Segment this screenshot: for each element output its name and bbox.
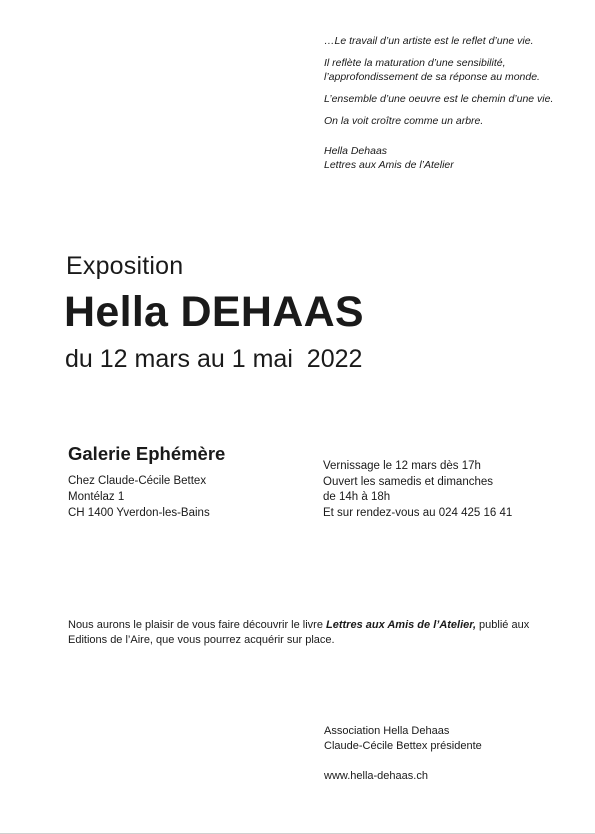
book-title: Lettres aux Amis de l’Atelier, (326, 619, 476, 631)
schedule-block (323, 459, 512, 521)
gallery-name: Galerie Ephémère (68, 443, 226, 464)
address-line-3: CH 1400 Yverdon-les-Bains (68, 507, 210, 519)
exhibition-label: Exposition (66, 252, 184, 280)
association-president: Claude-Cécile Bettex présidente (324, 740, 482, 752)
book-note-outro: publié aux Editions de l’Aire, que vous pourrez acquérir sur place. (68, 619, 530, 646)
schedule-line-2: Ouvert les samedis et dimanches (323, 475, 494, 488)
quote-paragraph-3: L’ensemble d’une oeuvre est le chemin d’une vie. (324, 93, 554, 105)
quote-paragraph-1: …Le travail d’un artiste est le reflet d’une vie. (324, 35, 534, 47)
quote-paragraph-2: Il reflète la maturation d’une sensibilité, l’approfondissement de sa réponse au monde. (324, 57, 540, 83)
quote-author: Hella Dehaas (324, 145, 388, 157)
gallery-address (68, 473, 210, 521)
quote-paragraph-4: On la voit croître comme un arbre. (324, 115, 484, 127)
book-announcement (68, 618, 548, 648)
address-line-2: Montélaz 1 (68, 491, 125, 503)
quote-block (324, 34, 584, 172)
association-block (324, 724, 482, 754)
schedule-line-3: de 14h à 18h (323, 491, 391, 503)
quote-source: Lettres aux Amis de l’Atelier (324, 159, 454, 171)
address-line-1: Chez Claude-Cécile Bettex (68, 475, 207, 487)
schedule-line-1: Vernissage le 12 mars dès 17h (323, 460, 481, 472)
association-name: Association Hella Dehaas (324, 725, 450, 737)
schedule-line-4: Et sur rendez-vous au 024 425 16 41 (323, 506, 513, 519)
artist-name: Hella DEHAAS (64, 288, 364, 336)
website-link[interactable]: www.hella-dehaas.ch (324, 770, 428, 782)
exhibition-dates: du 12 mars au 1 mai 2022 (65, 345, 363, 373)
quote-attribution (324, 144, 584, 172)
book-note-intro: Nous aurons le plaisir de vous faire découvrir le livre (68, 619, 327, 631)
